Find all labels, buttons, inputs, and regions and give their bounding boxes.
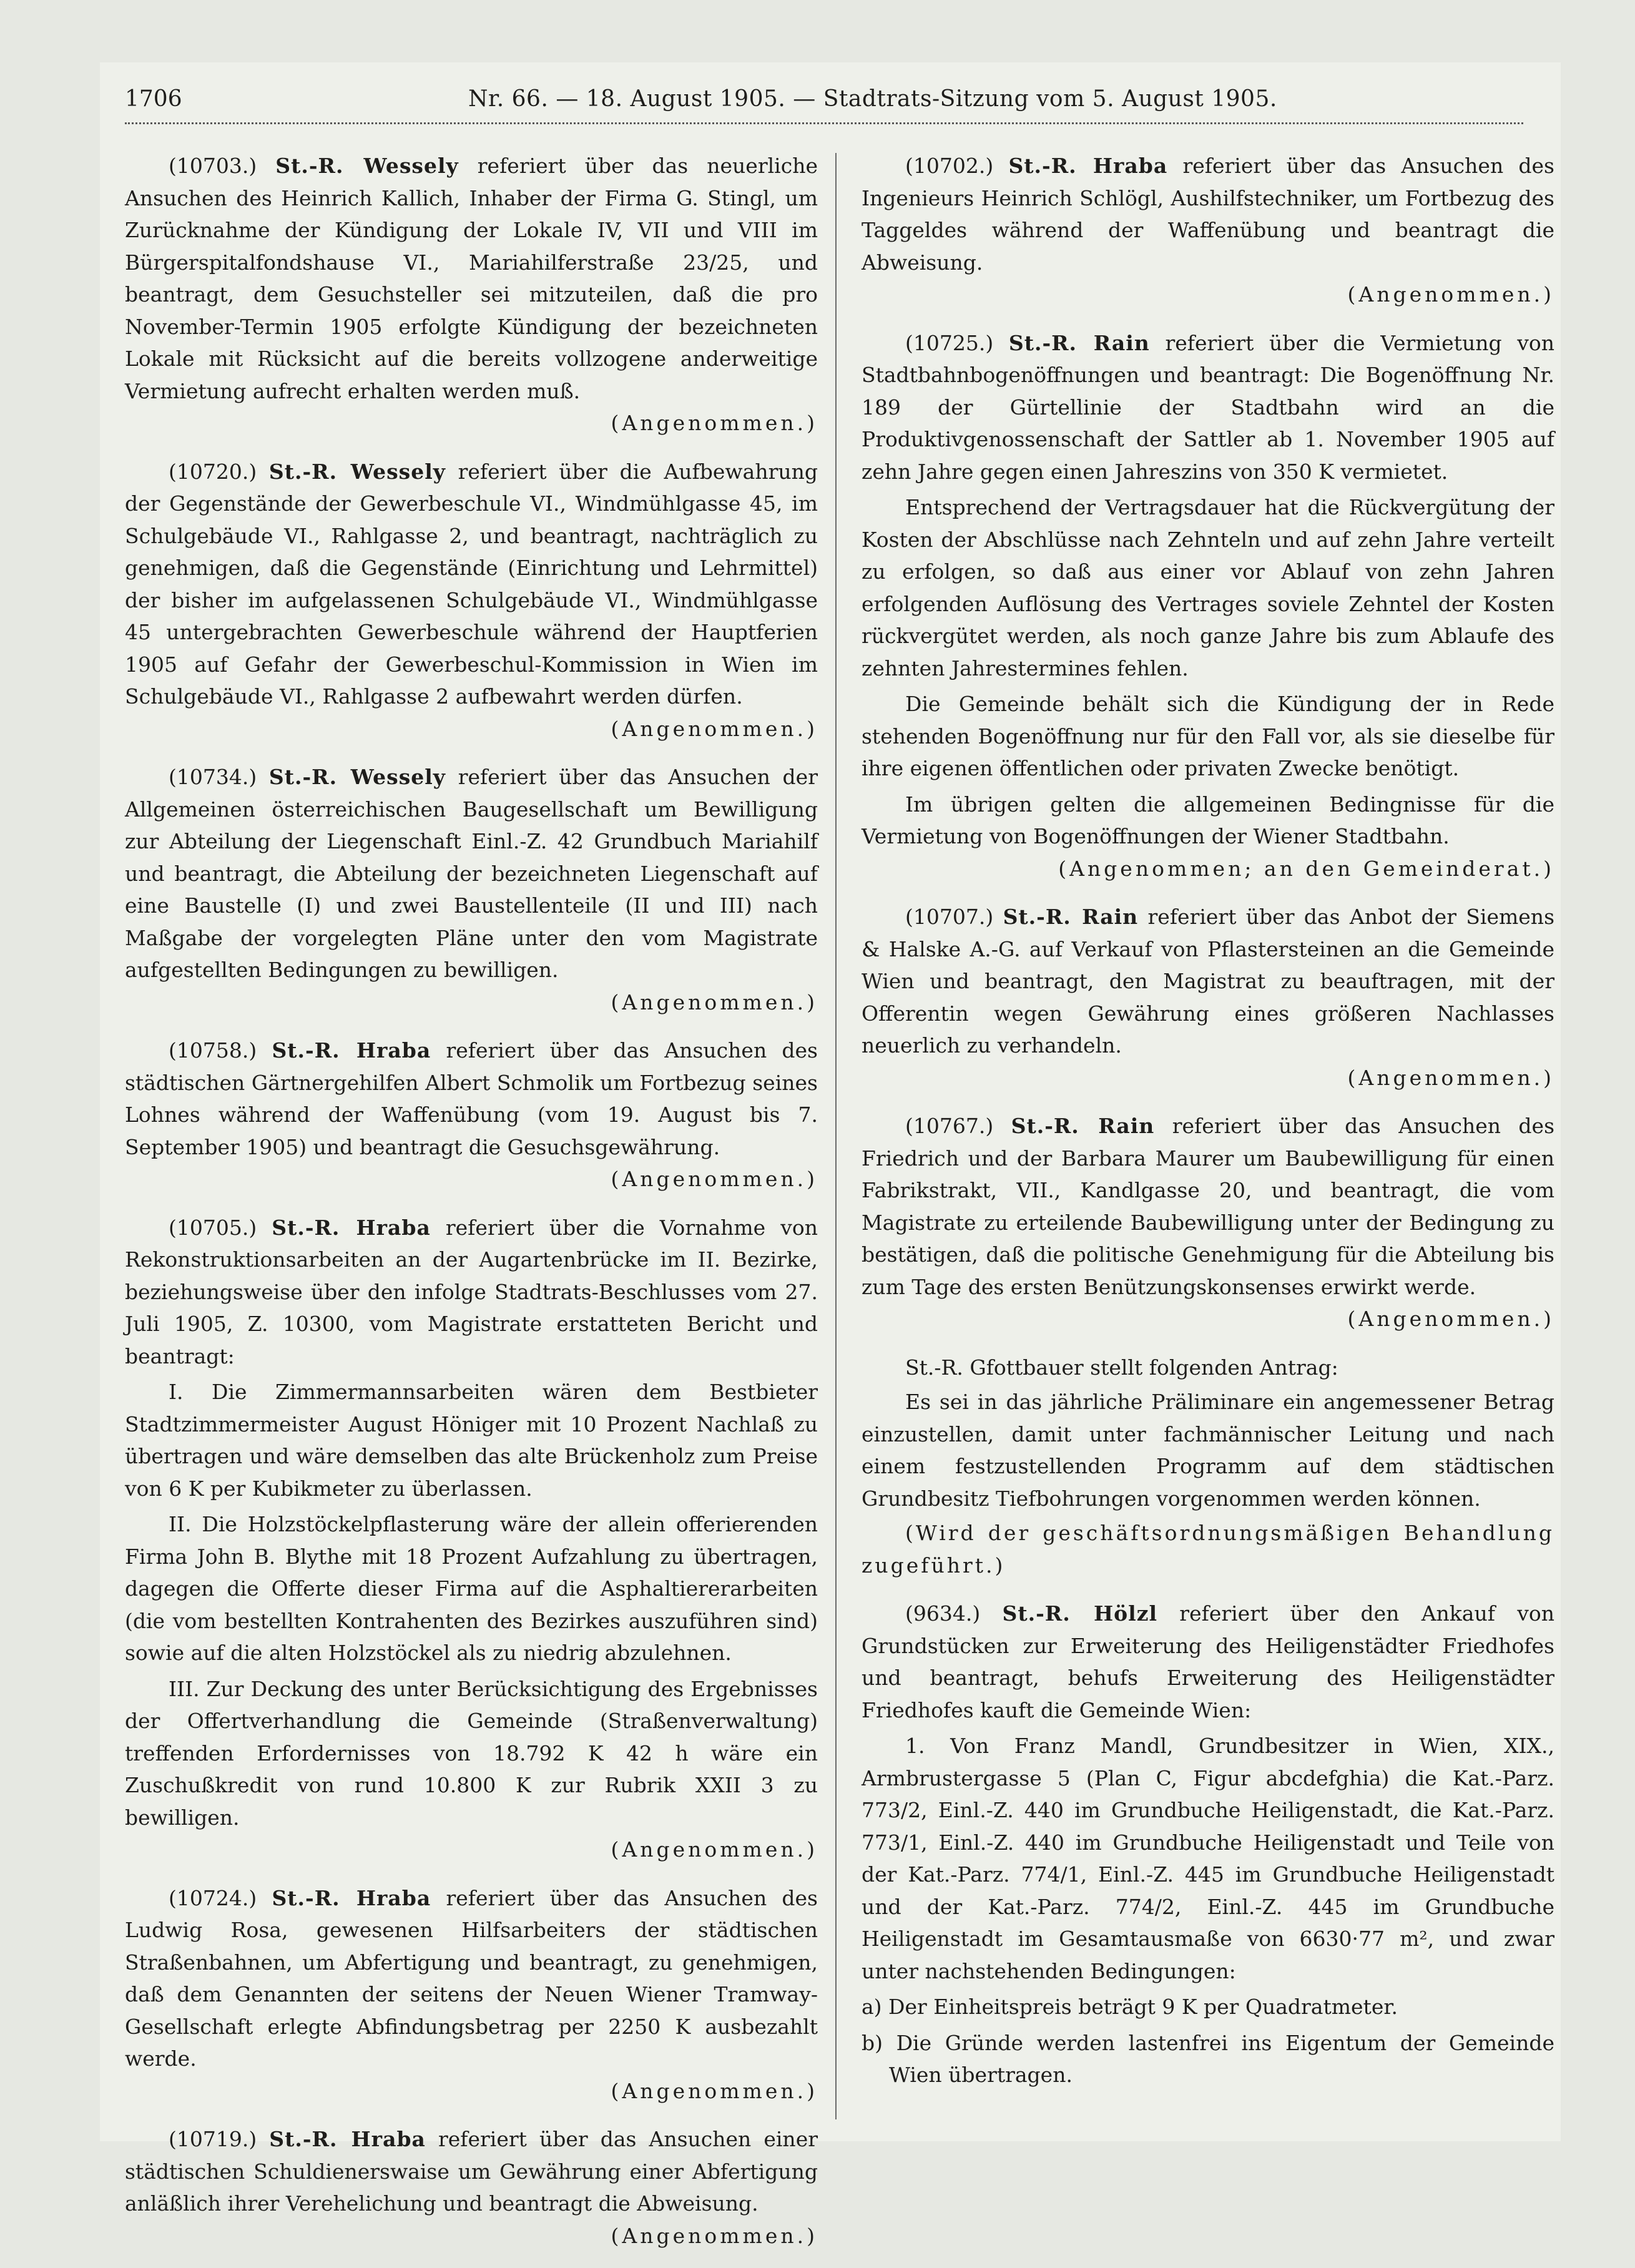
antrag-result: (Wird der geschäftsordnungsmäßigen Behandlung zugeführt.): [862, 1521, 1554, 1578]
entry-text: referiert über das Ansuchen der Allgemeinen österreichischen Baugesellschaft um Bewilligung zur Abteilung der Liegenschaft Einl.-Z. 42 Grundbuch Mariahilf und beantragt, die Abteilung der bezeichneten Liegenschaft auf eine Baustelle (I) und zwei Baustellenteile (II und III) nach Maßgabe der vorgelegten Pläne unter den vom Magistrate aufgestellten Bedingungen zu bewilligen.: [125, 765, 818, 982]
entry-10702: [862, 150, 1554, 311]
entry-speaker: St.-R. Rain: [1003, 905, 1139, 929]
entry-text: referiert über das neuerliche Ansuchen des Heinrich Kallich, Inhaber der Firma G. Stingl, um Zurücknahme der Kündigung der Lokale IV, VII und VIII im Bürgerspitalfondshause VI., Mariahilferstraße 23/25, und beantragt, dem Gesuchsteller sei mitzuteilen, daß die pro November-Termin 1905 erfolgte Kündigung der bezeichneten Lokale mit Rücksicht auf die bereits vollzogene anderweitige Vermietung aufrecht erhalten werden muß.: [125, 154, 818, 403]
entry-speaker: St.-R. Hraba: [272, 1038, 431, 1063]
entry-subitem: [862, 788, 1554, 885]
page-number: 1706: [125, 86, 182, 112]
entry-text: referiert über die Vermietung von Stadtbahnbogenöffnungen und beantragt: Die Bogenöffnung Nr. 189 der Gürtellinie der Stadtbahn wird an die Produktivgenossenschaft der Sattler ab 1. November 1905 auf zehn Jahre gegen einen Jahreszins von 350 K vermietet.: [862, 330, 1554, 484]
right-column: [862, 150, 1554, 2095]
entry-10720: [125, 456, 818, 745]
entry-speaker: St.-R. Wessely: [268, 765, 446, 789]
entry-10758: [125, 1034, 818, 1195]
entry-subitem: I. Die Zimmermannsarbeiten wären dem Bestbieter Stadtzimmermeister August Höniger mit 10 Prozent Nachlaß zu übertragen und wäre demselben das alte Brückenholz zum Preise von 6 K per Kubikmeter zu überlassen.: [125, 1380, 818, 1501]
entry-speaker: St.-R. Gfottbauer: [905, 1355, 1084, 1380]
entry-text: referiert über die Vornahme von Rekonstruktionsarbeiten an der Augartenbrücke im II. Bezirke, beziehungsweise über den infolge Stadtrats-Beschlusses vom 27. Juli 1905, Z. 10300, vom Magistrate erstatteten Bericht und beantragt:: [125, 1215, 818, 1368]
entry-ref: (10719.): [169, 2127, 257, 2151]
entry-text: referiert über das Ansuchen des Friedrich und der Barbara Maurer um Baubewilligung für einen Fabrikstrakt, VII., Kandlgasse 20, und beantragt, die vom Magistrate zu erteilende Baubewilligung unter der Bedingung zu bestätigen, daß die politische Genehmigung für die Abteilung bis zum Tage des ersten Benützungskonsenses erwirkt werde.: [862, 1114, 1555, 1299]
entry-result: (Angenommen.): [611, 1167, 818, 1191]
entry-10719: [125, 2123, 818, 2252]
entry-subitem: [125, 1673, 818, 1866]
entry-ref: (10725.): [905, 330, 994, 355]
entry-10724: [125, 1882, 818, 2108]
entry-subitem: II. Die Holzstöckelpflasterung wäre der allein offerierenden Firma John B. Blythe mit 18 Prozent Aufzahlung zu übertragen, dagegen die Offerte dieser Firma auf die Asphaltiererarbeiten (die vom bestellten Kontrahenten des Bezirkes auszuführen sind) sowie auf die alten Holzstöckel als zu niedrig abzulehnen.: [125, 1512, 818, 1665]
entry-speaker: St.-R. Hraba: [269, 2127, 426, 2151]
entry-speaker: St.-R. Hraba: [1008, 154, 1168, 178]
entry-text: referiert über das Ansuchen des städtischen Gärtnergehilfen Albert Schmolik um Fortbezug seines Lohnes während der Waffenübung (vom 19. August bis 7. September 1905) und beantragt die Gesuchsgewährung.: [125, 1038, 818, 1159]
antrag-gfottbauer: [862, 1352, 1554, 1582]
entry-text: referiert über die Aufbewahrung der Gegenstände der Gewerbeschule VI., Windmühlgasse 45, im Schulgebäude VI., Rahlgasse 2, und beantragt, nachträglich zu genehmigen, daß die Gegenstände (Einrichtung und Lehrmittel) der bisher im aufgelassenen Schulgebäude VI., Windmühlgasse 45 untergebrachten Gewerbeschule während der Hauptferien 1905 auf Gefahr der Gewerbeschul-Kommission in Wien im Schulgebäude VI., Rahlgasse 2 aufbewahrt werden dürfen.: [125, 459, 818, 709]
column-divider: [835, 153, 837, 2119]
entry-10705: [125, 1212, 818, 1866]
entry-speaker: St.-R. Rain: [1011, 1114, 1155, 1138]
entry-subitem-text: III. Zur Deckung des unter Berücksichtigung des Ergebnisses der Offertverhandlung die Gemeinde (Straßenverwaltung) treffenden Erfordernisses von 18.792 K 42 h wäre ein Zuschußkredit von rund 10.800 K zur Rubrik XXII 3 zu bewilligen.: [125, 1676, 818, 1830]
header-divider: [125, 122, 1523, 130]
document-page: [100, 62, 1561, 2248]
entry-subitem: Die Gemeinde behält sich die Kündigung der in Rede stehenden Bogenöffnung nur für den Fall vor, als sie dieselbe für ihre eigenen öffentlichen oder privaten Zwecke benötigt.: [862, 692, 1554, 780]
entry-10707: [862, 901, 1554, 1094]
entry-text: referiert über den Ankauf von Grundstücken zur Erweiterung des Heiligenstädter Friedhofes und beantragt, behufs Erweiterung des Heiligenstädter Friedhofes kauft die Gemeinde Wien:: [862, 1601, 1554, 1722]
entry-speaker: St.-R. Hölzl: [1002, 1601, 1157, 1626]
antrag-intro: stellt folgenden Antrag:: [1090, 1355, 1338, 1380]
entry-condition: a) Der Einheitspreis beträgt 9 K per Quadratmeter.: [862, 1995, 1398, 2019]
entry-speaker: St.-R. Hraba: [272, 1215, 431, 1240]
antrag-text: Es sei in das jährliche Präliminare ein angemessener Betrag einzustellen, damit unter fachmännischer Leitung und nach einem festzustellenden Programm auf dem städtischen Grundbesitz Tiefbohrungen vorgenommen werden können.: [862, 1390, 1554, 1511]
entry-10767: [862, 1110, 1554, 1335]
entry-10703: [125, 150, 818, 439]
entry-result: (Angenommen.): [611, 989, 818, 1014]
entry-ref: (10702.): [905, 154, 994, 178]
entry-ref: (10767.): [905, 1114, 994, 1138]
entry-point: 1. Von Franz Mandl, Grundbesitzer in Wien, XIX., Armbrustergasse 5 (Plan C, Figur abcdefghia) die Kat.-Parz. 773/2, Einl.-Z. 440 im Grundbuche Heiligenstadt, die Kat.-Parz. 773/1, Einl.-Z. 440 im Grundbuche Heiligenstadt und Teile von der Kat.-Parz. 774/1, Einl.-Z. 445 im Grundbuche Heiligenstadt und der Kat.-Parz. 774/2, Einl.-Z. 445 im Grundbuche Heiligenstadt im Gesamtausmaße von 6630·77 m², und zwar unter nachstehenden Bedingungen:: [862, 1734, 1554, 1983]
page-title: Nr. 66. — 18. August 1905. — Stadtrats-Sitzung vom 5. August 1905.: [468, 86, 1277, 112]
entry-text: referiert über das Ansuchen des Ludwig Rosa, gewesenen Hilfsarbeiters der städtischen Straßenbahnen, um Abfertigung und beantragt, zu genehmigen, daß dem Genannten der seitens der Neuen Wiener Tramway-Gesellschaft erlegte Abfindungsbetrag per 2250 K ausbezahlt werde.: [125, 1885, 818, 2071]
entry-ref: (10703.): [169, 154, 257, 178]
left-column: [125, 150, 818, 2268]
entry-result: (Angenommen.): [611, 411, 818, 435]
entry-ref: (10707.): [905, 905, 994, 929]
entry-ref: (10734.): [169, 765, 257, 789]
entry-result: (Angenommen.): [611, 2078, 818, 2103]
entry-result: (Angenommen.): [611, 1837, 818, 1862]
entry-speaker: St.-R. Wessely: [275, 154, 459, 178]
entry-result: (Angenommen.): [611, 716, 818, 741]
entry-text: referiert über das Anbot der Siemens & Halske A.-G. auf Verkauf von Pflastersteinen an die Gemeinde Wien und beantragt, den Magistrat zu beauftragen, mit der Offerentin wegen Gewährung eines größeren Nachlasses neuerlich zu verhandeln.: [862, 905, 1554, 1058]
entry-ref: (9634.): [905, 1601, 981, 1626]
entry-result: (Angenommen.): [611, 2223, 818, 2248]
entry-result: (Angenommen.): [1347, 1065, 1554, 1090]
entry-ref: (10758.): [169, 1038, 257, 1063]
page-header: [125, 75, 1523, 119]
entry-10725: [862, 327, 1554, 885]
entry-result: (Angenommen.): [1347, 1307, 1554, 1331]
entry-speaker: St.-R. Hraba: [272, 1885, 431, 1910]
entry-result: (Angenommen; an den Gemeinderat.): [1058, 856, 1554, 881]
entry-ref: (10720.): [169, 459, 257, 484]
entry-10734: [125, 761, 818, 1018]
entry-speaker: St.-R. Wessely: [268, 459, 446, 484]
entry-condition: b) Die Gründe werden lastenfrei ins Eigentum der Gemeinde Wien übertragen.: [862, 2030, 1554, 2087]
entry-subitem-text: Im übrigen gelten die allgemeinen Bedingnisse für die Vermietung von Bogenöffnungen der Wiener Stadtbahn.: [862, 792, 1554, 848]
entry-subitem: Entsprechend der Vertragsdauer hat die Rückvergütung der Kosten der Abschlüsse nach Zehnteln und auf zehn Jahre verteilt zu erfolgen, so daß aus einer vor Ablauf von zehn Jahren erfolgenden Auflösung des Vertrages soviele Zehntel der Kosten rückvergütet werden, als noch ganze Jahre bis zum Ablaufe des zehnten Jahrestermines fehlen.: [862, 495, 1554, 680]
entry-ref: (10724.): [169, 1885, 257, 1910]
entry-text: referiert über das Ansuchen des Ingenieurs Heinrich Schlögl, Aushilfstechniker, um Fortbezug des Taggeldes während der Waffenübung und beantragt die Abweisung.: [862, 154, 1554, 275]
entry-result: (Angenommen.): [1347, 282, 1554, 307]
entry-9634: [862, 1598, 1554, 2091]
entry-ref: (10705.): [169, 1215, 257, 1240]
entry-speaker: St.-R. Rain: [1008, 330, 1150, 355]
entry-text: referiert über das Ansuchen einer städtischen Schuldienerswaise um Gewährung einer Abfertigung anläßlich ihrer Verehelichung und beantragt die Abweisung.: [125, 2127, 818, 2216]
